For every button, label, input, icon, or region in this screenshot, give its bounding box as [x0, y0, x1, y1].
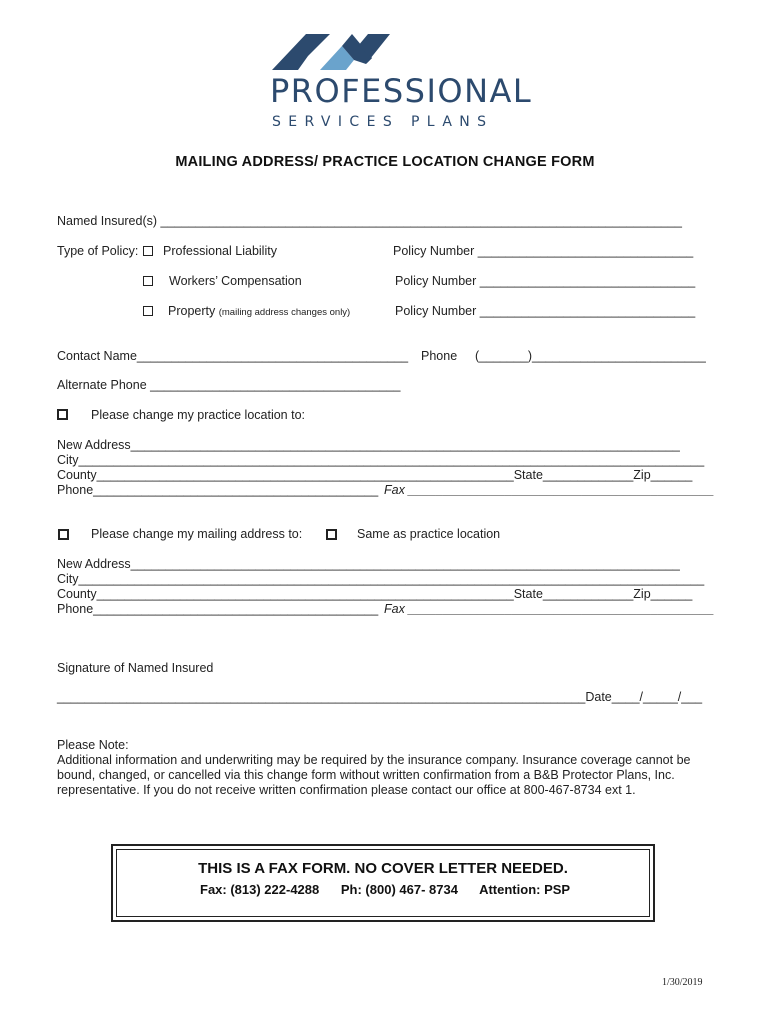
form-revision-date: 1/30/2019 — [662, 977, 703, 988]
policy-option-label: Workers’ Compensation — [169, 274, 302, 288]
logo-text-primary: PROFESSIONAL — [270, 72, 533, 110]
checkbox-property[interactable] — [143, 306, 153, 316]
practice-fax-field[interactable]: Fax ____________________________________________ — [384, 483, 715, 497]
note-line: Additional information and underwriting may be required by the insurance company. Insurance coverage cannot be — [57, 753, 691, 767]
note-line: representative. If you do not receive written confirmation please contact our office at 800-467-8734 ext 1. — [57, 783, 636, 797]
phone-field[interactable]: (_______)_________________________ — [475, 349, 706, 363]
phone-label: Phone — [421, 349, 458, 363]
named-insured-field[interactable]: Named Insured(s) ___________________________________________________________________________ — [57, 214, 682, 228]
checkbox-change-mailing-address[interactable] — [58, 529, 69, 540]
policy-number-field[interactable]: Policy Number _______________________________ — [395, 274, 696, 288]
note-line: bound, changed, or cancelled via this change form without written confirmation from a B&B Protector Plans, Inc. — [57, 768, 675, 782]
practice-location-heading: Please change my practice location to: — [91, 408, 306, 422]
fax-notice-box — [111, 844, 655, 922]
signature-date-field[interactable]: ____________________________________________________________________________Date____/_____/___ — [57, 690, 703, 704]
checkbox-same-as-practice[interactable] — [326, 529, 337, 540]
attention-text: Attention: PSP — [479, 882, 571, 897]
note-heading: Please Note: — [57, 738, 129, 752]
mailing-new-address-field[interactable]: New Address_______________________________________________________________________________ — [57, 557, 680, 571]
logo-text-secondary: SERVICES PLANS — [272, 114, 494, 130]
mailing-address-heading: Please change my mailing address to: — [91, 527, 303, 541]
practice-new-address-field[interactable]: New Address_______________________________________________________________________________ — [57, 438, 680, 452]
contact-name-field[interactable]: Contact Name_______________________________________ — [57, 349, 409, 363]
policy-option-label: Property — [168, 304, 216, 318]
policy-number-field[interactable]: Policy Number _______________________________ — [395, 304, 696, 318]
practice-county-state-zip-field[interactable]: County____________________________________________________________State_____________Zip______ — [57, 468, 693, 482]
mailing-fax-field[interactable]: Fax ____________________________________________ — [384, 602, 715, 616]
policy-option-label: Professional Liability — [163, 244, 277, 258]
practice-city-field[interactable]: City__________________________________________________________________________________________ — [57, 453, 705, 467]
mailing-county-state-zip-field[interactable]: County____________________________________________________________State_____________Zip______ — [57, 587, 693, 601]
alternate-phone-field[interactable]: Alternate Phone ____________________________________ — [57, 378, 401, 392]
form-title: MAILING ADDRESS/ PRACTICE LOCATION CHANGE FORM — [175, 154, 595, 170]
mailing-phone-field[interactable]: Phone_________________________________________ — [57, 602, 379, 616]
fax-contact-line — [200, 882, 588, 897]
fax-number: Fax: (813) 222-4288 — [200, 882, 320, 897]
fax-notice-inner — [116, 849, 650, 917]
mailing-city-field[interactable]: City__________________________________________________________________________________________ — [57, 572, 705, 586]
practice-phone-field[interactable]: Phone_________________________________________ — [57, 483, 379, 497]
company-logo — [268, 30, 533, 134]
same-as-practice-label: Same as practice location — [357, 527, 501, 541]
fax-notice-title: THIS IS A FAX FORM. NO COVER LETTER NEEDED. — [198, 860, 568, 877]
policy-number-field[interactable]: Policy Number _______________________________ — [393, 244, 694, 258]
signature-label: Signature of Named Insured — [57, 661, 214, 675]
checkbox-change-practice-location[interactable] — [57, 409, 68, 420]
phone-number: Ph: (800) 467- 8734 — [340, 882, 458, 897]
policy-option-note: (mailing address changes only) — [218, 307, 351, 318]
logo-mark-icon — [268, 30, 508, 74]
checkbox-professional-liability[interactable] — [143, 246, 153, 256]
checkbox-workers-compensation[interactable] — [143, 276, 153, 286]
policy-option-property — [168, 304, 350, 318]
policy-type-label: Type of Policy: — [57, 244, 139, 258]
